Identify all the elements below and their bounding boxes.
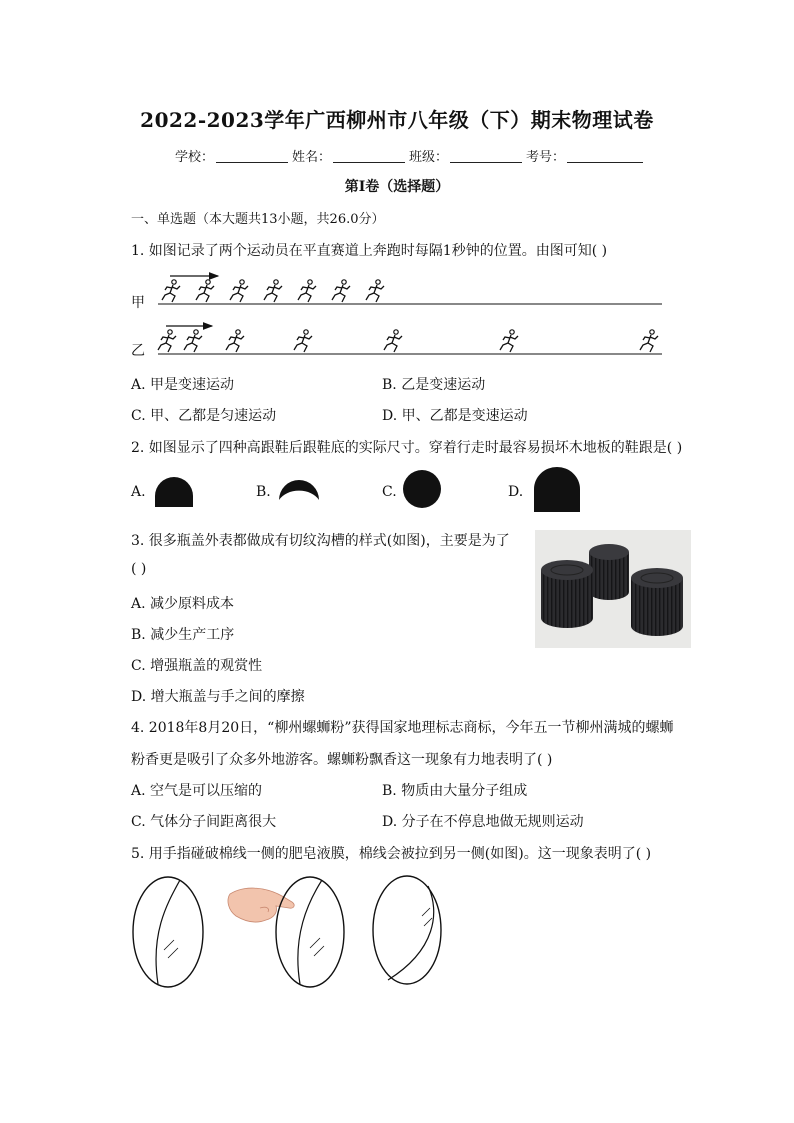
track-label-yi: 乙	[131, 343, 145, 359]
name-label: 姓名：	[292, 150, 332, 165]
runner-yi-5	[384, 330, 402, 352]
question-1-stem: 1. 如图记录了两个运动员在平直赛道上奔跑时每隔1秒钟的位置。由图可知( )	[131, 243, 608, 259]
runner-yi-1	[158, 330, 176, 352]
part-heading: 一、单选题（本大题共13小题，共26.0分）	[131, 212, 385, 227]
soap-film-ring-before	[133, 877, 203, 987]
runner-yi-7	[640, 330, 658, 352]
exam-no-blank[interactable]	[567, 148, 643, 163]
runner-yi-3	[226, 330, 244, 352]
student-info-line	[175, 146, 647, 165]
finger-illustration	[228, 888, 294, 922]
runner-yi-4	[294, 330, 312, 352]
heel-shape-b	[278, 474, 320, 504]
heel-shape-d	[533, 467, 581, 513]
q2-option-d[interactable]: D.	[508, 484, 524, 500]
q1-option-d[interactable]: D. 甲、乙都是变速运动	[382, 408, 528, 424]
runner-jia-6	[332, 280, 350, 302]
soap-film-ring-touch	[276, 877, 344, 987]
page-title: 2022-2023学年广西柳州市八年级（下）期末物理试卷	[140, 108, 654, 132]
bottle-caps-illustration	[535, 530, 691, 648]
q1-option-b[interactable]: B. 乙是变速运动	[382, 377, 486, 393]
track-label-jia: 甲	[131, 295, 145, 311]
exam-no-label: 考号：	[526, 150, 566, 165]
q3-option-c[interactable]: C. 增强瓶盖的观赏性	[131, 658, 263, 674]
q4-option-b[interactable]: B. 物质由大量分子组成	[382, 783, 528, 799]
class-blank[interactable]	[450, 148, 522, 163]
bottle-cap-middle	[589, 544, 629, 600]
q2-option-b[interactable]: B.	[256, 484, 271, 500]
question-3-stem-line2: ( )	[131, 561, 147, 577]
runner-jia-7	[366, 280, 384, 302]
q4-option-c[interactable]: C. 气体分子间距离很大	[131, 814, 277, 830]
runner-yi-2	[184, 330, 202, 352]
soap-film-figure	[128, 872, 458, 992]
bottle-caps-photo	[535, 530, 691, 648]
question-4-stem-line2: 粉香更是吸引了众多外地游客。螺蛳粉飘香这一现象有力地表明了( )	[131, 752, 553, 768]
runner-jia-1	[162, 280, 180, 302]
q4-option-a[interactable]: A. 空气是可以压缩的	[131, 783, 263, 799]
class-label: 班级：	[409, 150, 449, 165]
q2-option-c[interactable]: C.	[382, 484, 397, 500]
heel-shape-c	[402, 469, 442, 509]
bottle-cap-right	[631, 568, 683, 636]
runner-jia-4	[264, 280, 282, 302]
school-label: 学校：	[175, 150, 215, 165]
heel-shape-a	[154, 476, 194, 508]
runner-jia-5	[298, 280, 316, 302]
section-heading: 第I卷（选择题）	[344, 179, 450, 195]
runner-jia-3	[230, 280, 248, 302]
q4-option-d[interactable]: D. 分子在不停息地做无规则运动	[382, 814, 584, 830]
q2-option-a[interactable]: A.	[131, 484, 146, 500]
question-4-stem-line1: 4. 2018年8月20日，“柳州螺蛳粉”获得国家地理标志商标，今年五一节柳州满城的螺蛳	[131, 720, 674, 736]
q3-option-a[interactable]: A. 减少原料成本	[131, 596, 235, 612]
name-blank[interactable]	[333, 148, 405, 163]
school-blank[interactable]	[216, 148, 288, 163]
q3-option-b[interactable]: B. 减少生产工序	[131, 627, 235, 643]
runner-jia-2	[196, 280, 214, 302]
bottle-cap-left	[541, 560, 593, 628]
soap-film-ring-after	[373, 876, 441, 984]
question-5-stem: 5. 用手指碰破棉线一侧的肥皂液膜，棉线会被拉到另一侧(如图)。这一现象表明了( )	[131, 846, 652, 862]
question-3-stem-line1: 3. 很多瓶盖外表都做成有切纹沟槽的样式(如图)，主要是为了	[131, 533, 510, 549]
runner-yi-6	[500, 330, 518, 352]
q1-option-c[interactable]: C. 甲、乙都是匀速运动	[131, 408, 277, 424]
runner-track-figure	[150, 266, 670, 362]
q1-option-a[interactable]: A. 甲是变速运动	[131, 377, 235, 393]
question-2-stem: 2. 如图显示了四种高跟鞋后跟鞋底的实际尺寸。穿着行走时最容易损坏木地板的鞋跟是( )	[131, 440, 683, 456]
q3-option-d[interactable]: D. 增大瓶盖与手之间的摩擦	[131, 689, 305, 705]
